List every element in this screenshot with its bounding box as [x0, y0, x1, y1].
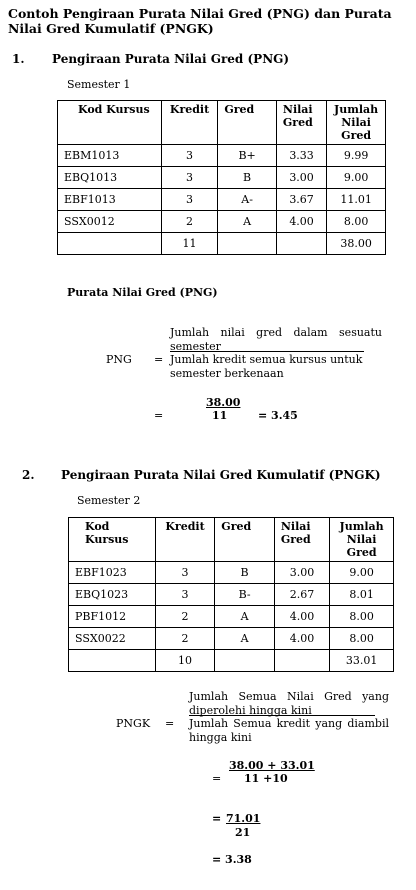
total-grade-point: 9.99 — [327, 145, 386, 167]
section2-heading: Pengiraan Purata Nilai Gred Kumulatif (PNGK) — [61, 468, 381, 482]
png-numerator-line1: Jumlah nilai gred dalam sesuatu — [170, 326, 382, 339]
credit: 3 — [155, 562, 215, 584]
total-points: 38.00 — [327, 233, 386, 255]
course-code: EBQ1013 — [58, 167, 162, 189]
table-header-row — [58, 101, 386, 145]
pngk-numerator-line1: Jumlah Semua Nilai Gred yang — [189, 690, 389, 703]
table-row — [69, 562, 394, 584]
header-kod-kursus: Kod Kursus — [69, 518, 156, 562]
semester2-grade-table — [68, 517, 394, 672]
total-points: 33.01 — [330, 650, 394, 672]
total-grade-point: 9.00 — [327, 167, 386, 189]
grade-point: 2.67 — [274, 584, 329, 606]
grade: A — [218, 211, 277, 233]
header-gred: Gred — [215, 518, 275, 562]
pngk-denominator-line1: Jumlah Semua kredit yang diambil — [189, 717, 389, 730]
section2-semester: Semester 2 — [77, 494, 141, 507]
total-grade-point: 8.00 — [330, 606, 394, 628]
png-calc-denominator: 11 — [212, 409, 228, 422]
grade-point: 3.00 — [274, 562, 329, 584]
course-code: EBM1013 — [58, 145, 162, 167]
grade: B- — [215, 584, 275, 606]
grade: B — [215, 562, 275, 584]
table-row — [69, 628, 394, 650]
header-kod-kursus: Kod Kursus — [58, 101, 162, 145]
pngk-label: PNGK — [116, 717, 151, 730]
grade: B+ — [218, 145, 277, 167]
total-grade-point: 11.01 — [327, 189, 386, 211]
table-row — [58, 189, 386, 211]
grade-point: 3.67 — [276, 189, 326, 211]
grade-point: 4.00 — [274, 606, 329, 628]
pngk-step1-numerator: 38.00 + 33.01 — [229, 759, 315, 772]
header-nilai-gred: Nilai Gred — [276, 101, 326, 145]
png-calc-equals: = — [154, 409, 164, 422]
credit: 2 — [161, 211, 218, 233]
total-credit: 10 — [155, 650, 215, 672]
pngk-equals: = — [165, 717, 175, 730]
credit: 2 — [155, 606, 215, 628]
course-code: EBF1013 — [58, 189, 162, 211]
png-denominator-line1: Jumlah kredit semua kursus untuk — [170, 353, 363, 366]
png-numerator-line2: semester — [170, 340, 221, 353]
header-gred: Gred — [218, 101, 277, 145]
pngk-step2-denominator: 21 — [235, 826, 251, 839]
semester1-grade-table — [57, 100, 386, 255]
pngk-step1-equals: = — [212, 772, 222, 785]
table-row — [69, 584, 394, 606]
section1-heading: Pengiraan Purata Nilai Gred (PNG) — [52, 52, 290, 66]
header-jumlah-nilai-gred: Jumlah Nilai Gred — [330, 518, 394, 562]
grade-point: 3.00 — [276, 167, 326, 189]
credit: 3 — [161, 167, 218, 189]
section1-number: 1. — [12, 52, 25, 66]
pngk-denominator-line2: hingga kini — [189, 731, 252, 744]
total-empty-cell — [58, 233, 162, 255]
header-kredit: Kredit — [155, 518, 215, 562]
pngk-numerator-line2: diperolehi hingga kini — [189, 704, 312, 717]
total-empty-cell — [218, 233, 277, 255]
course-code: EBF1023 — [69, 562, 156, 584]
grade: A- — [218, 189, 277, 211]
grade-point: 4.00 — [274, 628, 329, 650]
table-row — [69, 606, 394, 628]
png-equals: = — [154, 353, 164, 366]
total-empty-cell — [69, 650, 156, 672]
total-grade-point: 8.00 — [327, 211, 386, 233]
png-label: PNG — [106, 353, 132, 366]
total-credit: 11 — [161, 233, 218, 255]
course-code: SSX0012 — [58, 211, 162, 233]
table-row — [58, 145, 386, 167]
header-kredit: Kredit — [161, 101, 218, 145]
section2-number: 2. — [22, 468, 35, 482]
grade-point: 4.00 — [276, 211, 326, 233]
total-empty-cell — [215, 650, 275, 672]
total-grade-point: 9.00 — [330, 562, 394, 584]
png-result: = 3.45 — [258, 409, 298, 422]
total-grade-point: 8.00 — [330, 628, 394, 650]
credit: 2 — [155, 628, 215, 650]
grade: B — [218, 167, 277, 189]
header-nilai-gred: Nilai Gred — [274, 518, 329, 562]
document-title: Contoh Pengiraan Purata Nilai Gred (PNG) dan Purata Nilai Gred Kumulatif (PNGK) — [8, 6, 392, 36]
total-grade-point: 8.01 — [330, 584, 394, 606]
header-jumlah-nilai-gred: Jumlah Nilai Gred — [327, 101, 386, 145]
pngk-result: = 3.38 — [212, 853, 252, 866]
table-row — [58, 167, 386, 189]
pngk-step1-denominator: 11 +10 — [244, 772, 288, 785]
pngk-step2-numerator: 71.01 — [226, 812, 261, 825]
course-code: PBF1012 — [69, 606, 156, 628]
table-total-row — [69, 650, 394, 672]
pngk-step2-equals: = — [212, 812, 222, 825]
grade: A — [215, 606, 275, 628]
course-code: SSX0022 — [69, 628, 156, 650]
png-fraction-line — [170, 351, 364, 352]
total-empty-cell — [274, 650, 329, 672]
grade-point: 3.33 — [276, 145, 326, 167]
grade: A — [215, 628, 275, 650]
credit: 3 — [161, 189, 218, 211]
table-row — [58, 211, 386, 233]
credit: 3 — [161, 145, 218, 167]
png-calc-numerator: 38.00 — [206, 396, 241, 409]
png-denominator-line2: semester berkenaan — [170, 367, 284, 380]
credit: 3 — [155, 584, 215, 606]
png-formula-heading: Purata Nilai Gred (PNG) — [67, 286, 218, 299]
total-empty-cell — [276, 233, 326, 255]
course-code: EBQ1023 — [69, 584, 156, 606]
table-total-row — [58, 233, 386, 255]
table-header-row — [69, 518, 394, 562]
section1-semester: Semester 1 — [67, 78, 131, 91]
pngk-fraction-line — [189, 715, 375, 716]
